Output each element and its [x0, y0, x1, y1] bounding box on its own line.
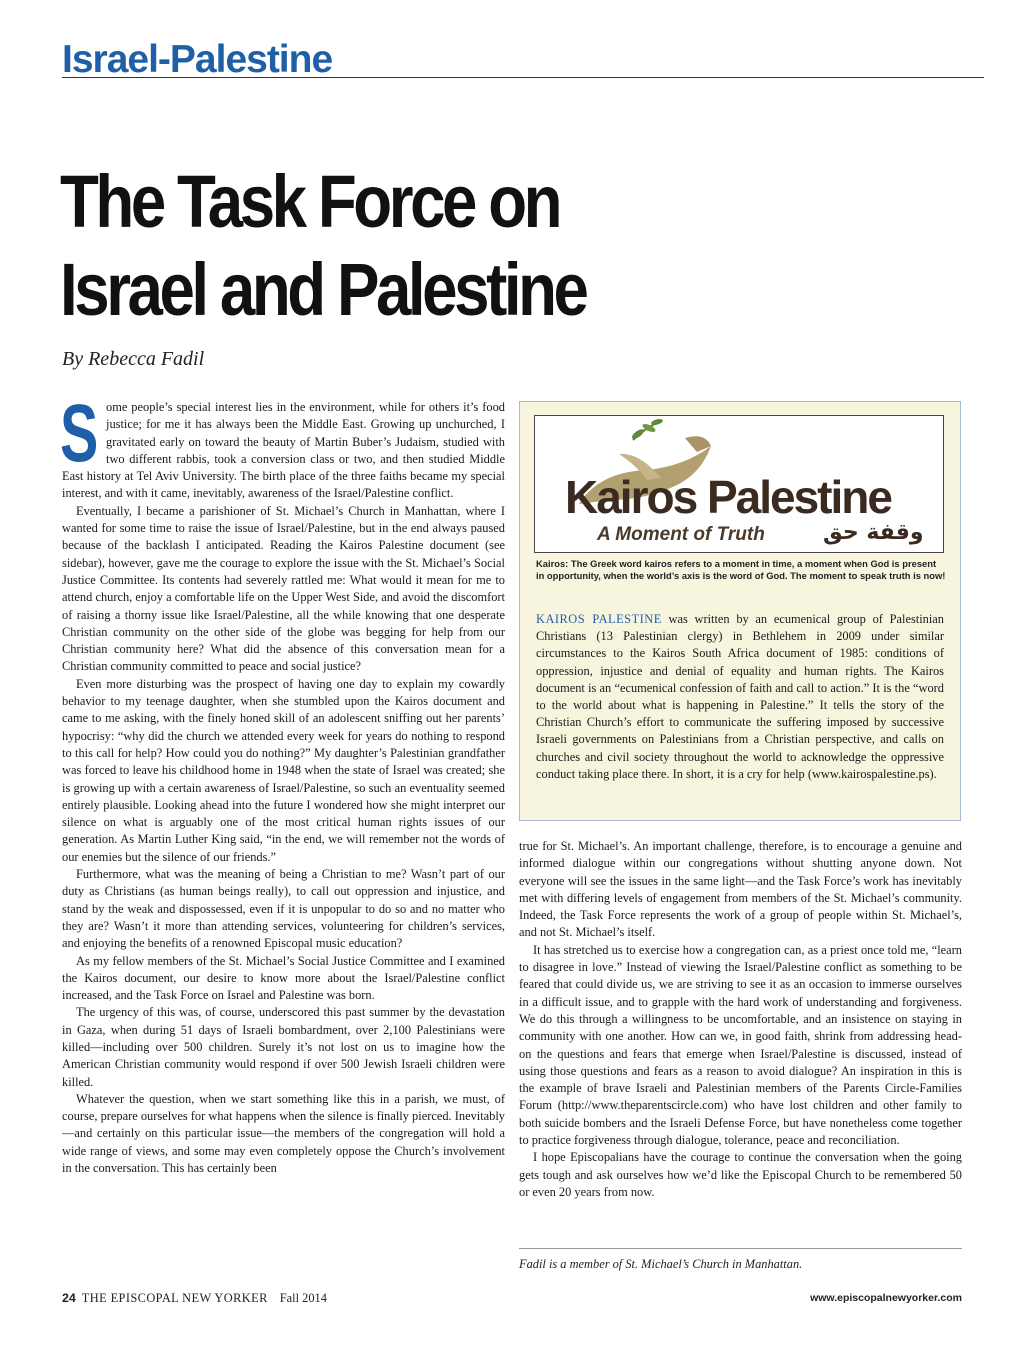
paragraph-7-continued: true for St. Michael’s. An important challenge, therefore, is to encourage a genuine and informed dialogue within our congregations without shutting anyone down. Not everyone will see the issues in the same light—and the Task Force’s work has inevitably met with differing levels of engagement from members of the St. Michael’s community. Indeed, the Task Force represents the work of a group of people within St. Michael’s, and not St. Michael’s itself.: [519, 839, 962, 940]
article-column-left: [60, 388, 505, 1177]
paragraph-5: As my fellow members of the St. Michael’s Social Justice Committee and I examined the Kairos document, our desire to know more about the Israel/Palestine conflict increased, and the Task Force on Israel and Palestine was born.: [62, 953, 505, 1003]
logo-arabic-text: وقفة حق: [823, 520, 924, 545]
paragraph-2: Eventually, I became a parishioner of St. Michael’s Church in Manhattan, where I wanted for some time to raise the issue of Israel/Palestine, but in the end always paused because of the backlash I anticipated. Reading the Kairos Palestine document (see sidebar), however, gave me the courage to explore the issue with the St. Michael’s Social Justice Committee. Its contents had severely rattled me: What would it mean for me to attend church, enjoy a comfortable life on the Upper West Side, and avoid the discomfort of raising a thorny issue like Israel/Palestine, all the while knowing that one desperate Christian community on the other side of the globe was begging for help from our Christian community here? What did the absence of this conversation mean for a Christian community committed to peace and social justice?: [62, 503, 505, 674]
paragraph-7: Whatever the question, when we start something like this in a parish, we must, of course, prepare ourselves for what happens when the silence is finally pierced. Inevitably—and certainly on this particular issue—the members of the congregation will hold a wide range of views, and some may even completely oppose the Church’s involvement in the conversation. This has certainly been: [62, 1091, 505, 1176]
paragraph-4: Furthermore, what was the meaning of being a Christian to me? Wasn’t part of our duty as Christians (as human beings really), to call out oppression and injustice, and stand by the weak and dispossessed, even if it is unpopular to do so and no matter who they are? Wasn’t it more than attending services, volunteering for children’s services, and enjoying the benefits of a renowned Episcopal music education?: [62, 867, 505, 951]
issue-date: Fall 2014: [279, 1291, 327, 1305]
paragraph-1-text: ome people’s special interest lies in the environment, while for others it’s food justice; for me it has always been the Middle East. Growing up unchurched, I gravitated early on toward the beauty of Martin Buber’s Judaism, studied with two different rabbis, took a conversion class or two, and then studied Middle East history at Tel Aviv University. The birth place of the three faiths became my special interest, and with it came, inevitably, awareness of the Israel/Palestine conflict.: [62, 400, 505, 501]
headline-line-1: The Task Force on: [60, 160, 560, 243]
paragraph-1: [60, 388, 505, 503]
sidebar-lead: KAIROS PALESTINE: [536, 612, 662, 626]
bio-divider: [519, 1248, 962, 1249]
kairos-sidebar: [519, 401, 961, 821]
website-url: www.episcopalnewyorker.com: [810, 1292, 962, 1304]
logo-wordmark: Kairos Palestine: [565, 471, 891, 523]
section-heading: Israel-Palestine: [62, 38, 333, 81]
publication-name: THE EPISCOPAL NEW YORKER: [81, 1291, 268, 1305]
page-footer: [62, 1291, 327, 1306]
article-headline: [60, 158, 593, 334]
drop-cap: S: [60, 388, 99, 479]
sidebar-body: [536, 611, 944, 783]
logo-caption: Kairos: The Greek word kairos refers to a moment in time, a moment when God is present in opportunity, when the world’s axis is the word of God. The moment to speak truth is now!: [536, 558, 946, 581]
sidebar-text: was written by an ecumenical group of Palestinian Christians (13 Palestinian clergy) in Bethlehem in 2009 under similar circumstances to the Kairos South Africa document of 1985: conditions of oppression, injustice and denial of equality and human rights. The Kairos document is an “ecumenical confession of faith and call to action.” It is the “word to the world about what is happening in Palestine.” It tells the story of the Christian Church’s effort to communicate the suffering imposed by successive Israeli governments on Palestinians from a Christian perspective, and calls on churches and civil society throughout the world to acknowledge the oppressive conduct taking place there. In short, it is a cry for help (www.kairospalestine.ps).: [536, 612, 945, 781]
logo-tagline: A Moment of Truth: [597, 524, 765, 545]
paragraph-9: I hope Episcopalians have the courage to continue the conversation when the going gets tough and ask ourselves how we’d like the Episcopal Church to be remembered 50 or even 20 years from now.: [519, 1150, 962, 1199]
paragraph-3: Even more disturbing was the prospect of having one day to explain my cowardly behavior to my teenage daughter, when she stumbled upon the Kairos document and came to me asking, with the finely honed skill of an adolescent sniffing out her parents’ hypocrisy: “why did the church we attended every week for years do nothing to respond to this call for help? How could you do nothing?” My daughter’s Palestinian grandfather was forced to leave his childhood home in 1948 when the state of Israel was created; she is growing up with a certain awareness of Israel/Palestine, so such an eventuality seemed entirely plausible. Looking ahead into the future I wondered how she might interpret our silence on what is arguably one of the most critical human rights issues of our generation. As Martin Luther King said, “in the end, we will remember not the words of our enemies but the silence of our friends.”: [62, 676, 505, 864]
paragraph-8: It has stretched us to exercise how a congregation can, as a priest once told me, “learn to disagree in love.” Instead of viewing the Israel/Palestine conflict as something to be feared that could divide us, we are striving to see it as an occasion to immerse ourselves in a difficult issue, and to grapple with the hard work of understanding and forgiveness. We do this through a willingness to be uncomfortable, and an insistence on staying in community with one another. How can we, in good faith, shrink from addressing head-on the questions and fears that emerge when Israel/Palestine is discussed, instead of using those questions and fears as a reason to avoid dialogue? An inspiration in this is the example of brave Israeli and Palestinian members of the Parents Circle-Families Forum (http://www.theparentscircle.com) who have lost children and other family to both suicide bombers and the Israeli Defense Force, but have nonetheless come together to practice forgiveness through dialogue, tolerance, peace and reconciliation.: [519, 942, 962, 1148]
author-bio: Fadil is a member of St. Michael’s Church in Manhattan.: [519, 1257, 803, 1271]
byline: By Rebecca Fadil: [62, 348, 205, 370]
kairos-palestine-logo: [534, 415, 944, 553]
headline-line-2: Israel and Palestine: [60, 248, 586, 331]
section-divider: [62, 77, 984, 78]
page-number: 24: [62, 1291, 76, 1305]
article-column-right: [519, 838, 962, 1201]
paragraph-6: The urgency of this was, of course, underscored this past summer by the devastation in Gaza, when during 51 days of Israeli bombardment, over 2,100 Palestinians were killed—including over 500 children. Surely it’s not lost on us to imagine how the American Christian community would respond if over 500 Jewish Israeli children were killed.: [62, 1005, 505, 1089]
